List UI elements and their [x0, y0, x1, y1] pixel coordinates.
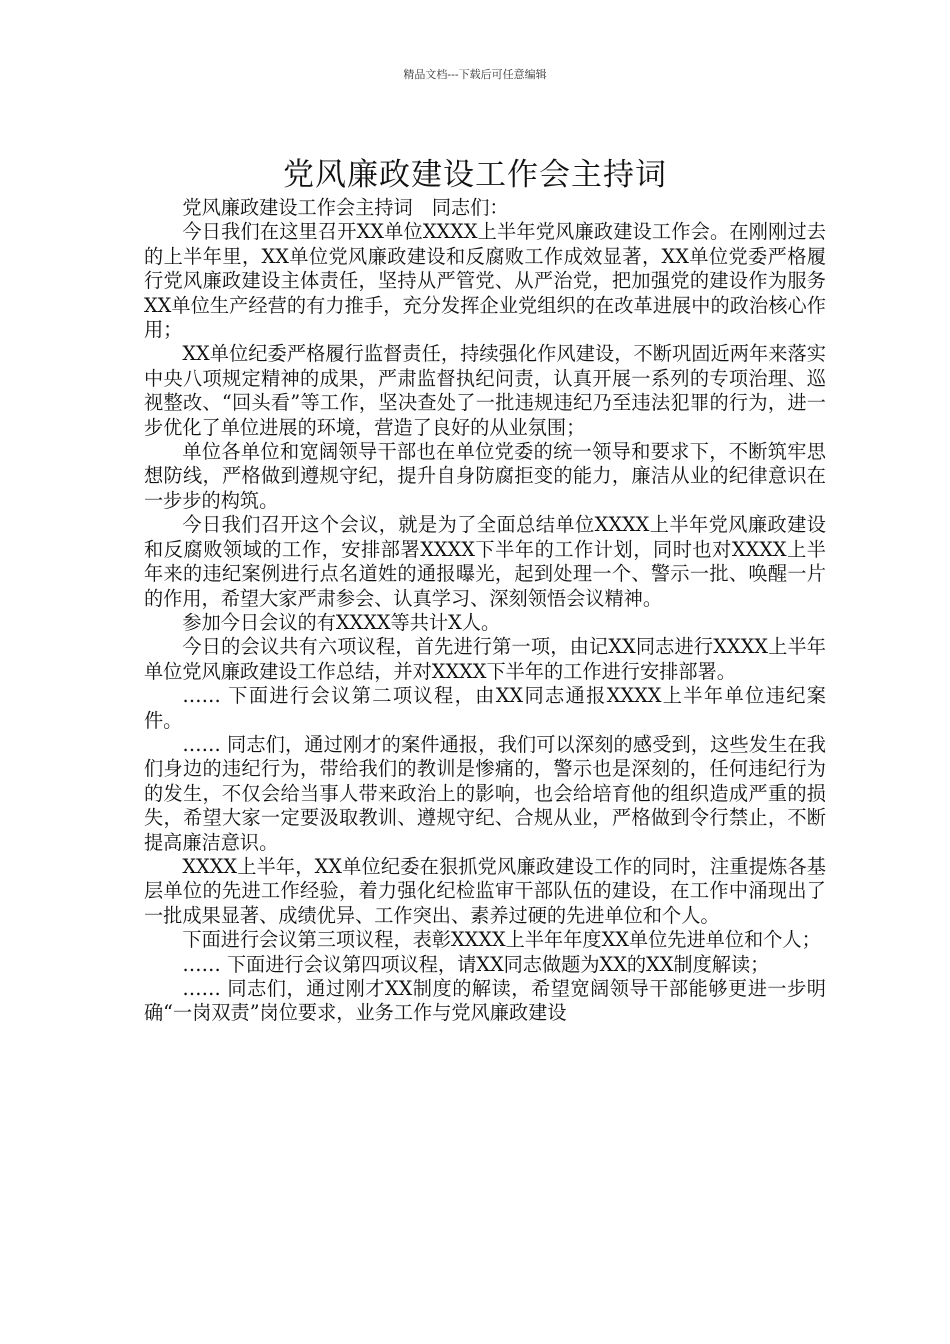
- paragraph: 今日的会议共有六项议程，首先进行第一项，由记XX同志进行XXXX上半年单位党风廉政建设工作总结，并对XXXX下半年的工作进行安排部署。: [144, 635, 826, 683]
- paragraph: 参加今日会议的有XXXX等共计X人。: [182, 610, 501, 634]
- paragraph: 下面进行会议第三项议程，表彰XXXX上半年年度XX单位先进单位和个人；: [182, 928, 821, 952]
- header-note: 精品文档---下载后可任意编辑: [403, 68, 547, 81]
- paragraph: 单位各单位和宽阔领导干部也在单位党委的统一领导和要求下，不断筑牢思想防线，严格做到遵规守纪，提升自身防腐拒变的能力，廉洁从业的纪律意识在一步步的构筑。: [144, 440, 826, 512]
- paragraph: 今日我们在这里召开XX单位XXXX上半年党风廉政建设工作会。在刚刚过去的上半年里，XX单位党风廉政建设和反腐败工作成效显著，XX单位党委严格履行党风廉政建设主体责任，坚持从严管党、从严治党，把加强党的建设作为服务XX单位生产经营的有力推手，充分发挥企业党组织的在改革进展中的政治核心作用；: [144, 220, 826, 342]
- paragraph: XX单位纪委严格履行监督责任，持续强化作风建设，不断巩固近两年来落实中央八项规定精神的成果，严肃监督执纪问责，认真开展一系列的专项治理、巡视整改、“回头看”等工作，坚决查处了一批违规违纪乃至违法犯罪的行为，进一步优化了单位进展的环境，营造了良好的从业氛围；: [144, 342, 826, 439]
- paragraph: …… 同志们，通过刚才XX制度的解读，希望宽阔领导干部能够更进一步明确“一岗双责”岗位要求，业务工作与党风廉政建设: [144, 977, 826, 1025]
- document-title: 党风廉政建设工作会主持词: [283, 156, 667, 193]
- paragraph: …… 下面进行会议第四项议程，请XX同志做题为XX的XX制度解读；: [182, 952, 770, 976]
- paragraph: …… 同志们，通过刚才的案件通报，我们可以深刻的感受到，这些发生在我们身边的违纪行为，带给我们的教训是惨痛的，警示也是深刻的，任何违纪行为的发生，不仅会给当事人带来政治上的影响，也会给培育他的组织造成严重的损失，希望大家一定要汲取教训、遵规守纪、合规从业，严格做到令行禁止，不断提高廉洁意识。: [144, 732, 826, 854]
- paragraph: 党风廉政建设工作会主持词 同志们：: [182, 196, 509, 219]
- paragraph: XXXX上半年，XX单位纪委在狠抓党风廉政建设工作的同时，注重提炼各基层单位的先进工作经验，着力强化纪检监审干部队伍的建设，在工作中涌现出了一批成果显著、成绩优异、工作突出、素养过硬的先进单位和个人。: [144, 854, 826, 927]
- paragraph: …… 下面进行会议第二项议程，由XX同志通报XXXX上半年单位违纪案件。: [144, 684, 826, 732]
- paragraph: 今日我们召开这个会议，就是为了全面总结单位XXXX上半年党风廉政建设和反腐败领域的工作，安排部署XXXX下半年的工作计划，同时也对XXXX上半年来的违纪案例进行点名道姓的通报曝光，起到处理一个、警示一批、唤醒一片的作用，希望大家严肃参会、认真学习、深刻领悟会议精神。: [144, 513, 826, 610]
- document-body: [144, 196, 826, 1026]
